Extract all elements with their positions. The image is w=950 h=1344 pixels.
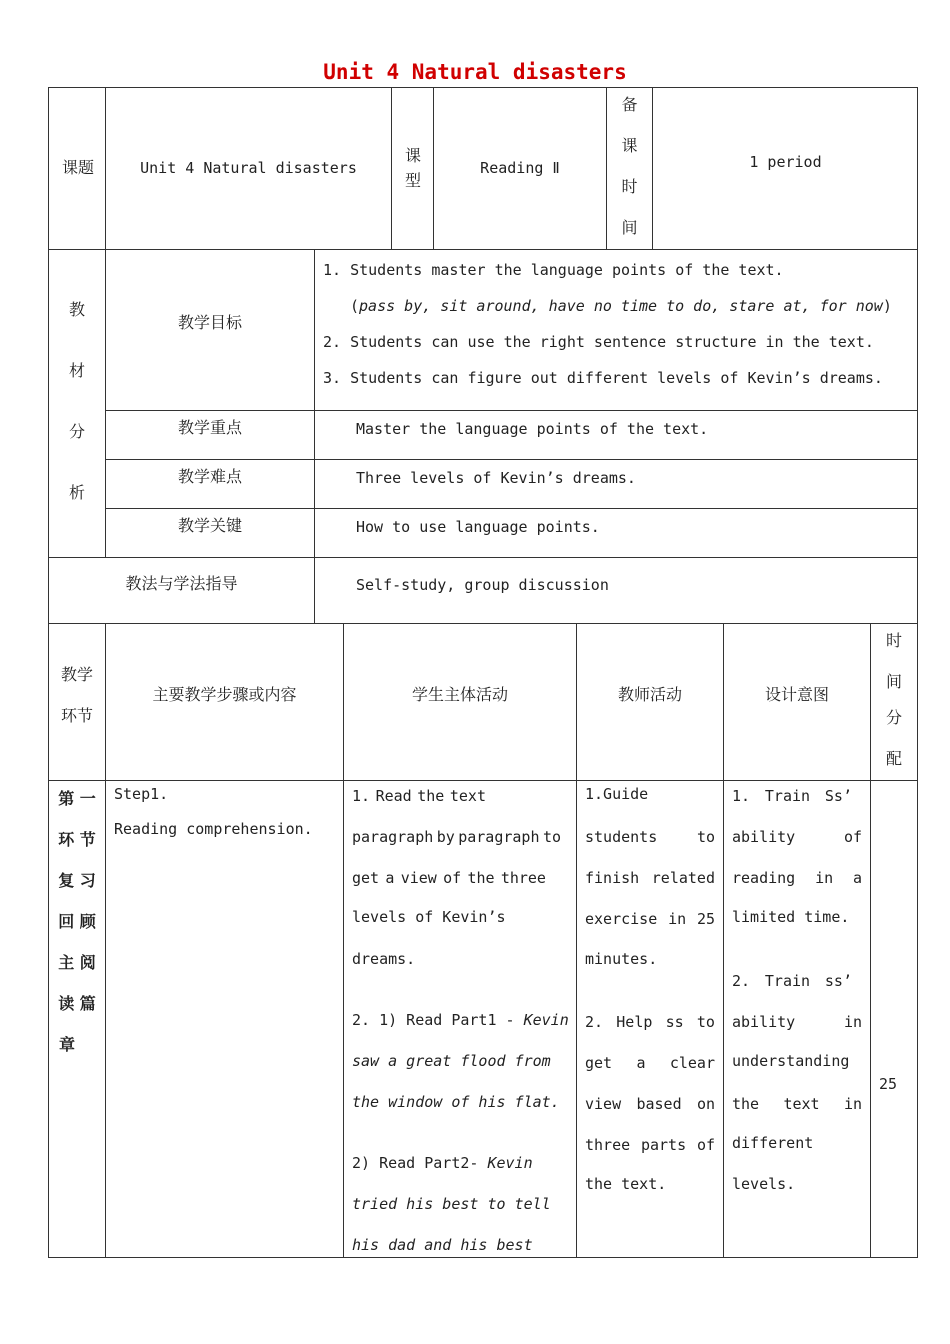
teacher-line-10: the text. (585, 1175, 667, 1193)
goal-3: 3. Students can figure out different levels of Kevin’s dreams. (323, 369, 883, 387)
student-line-8: the window of his flat. (352, 1093, 560, 1111)
teacher-line-5: minutes. (585, 950, 658, 968)
document-title: Unit 4 Natural disasters (323, 60, 627, 84)
analysis-side-label: 教 材 分 析 (68, 300, 85, 502)
design-line-2: ability of (732, 828, 862, 846)
step1-stage-label: 第 一 环 节 复 习 回 顾 主 阅 读 篇 章 (58, 789, 96, 1054)
student-line-10: tried his best to tell (352, 1195, 551, 1213)
design-intent-header: 设计意图 (764, 685, 829, 704)
student-activity-header: 学生主体活动 (411, 685, 508, 704)
key-label: 教学重点 (177, 418, 242, 437)
teacher-line-2: students to (585, 828, 715, 846)
teacher-line-7: get a clear (585, 1054, 715, 1072)
student-line-4: levels of Kevin’s (352, 908, 506, 926)
student-line-7: saw a great flood from (352, 1052, 551, 1070)
method-label: 教法与学法指导 (125, 574, 238, 593)
design-line-3: reading in a (732, 869, 862, 887)
design-line-9: different (732, 1134, 814, 1152)
step1-title: Step1. (114, 785, 169, 803)
main-steps-header: 主要教学步骤或内容 (152, 685, 297, 704)
teacher-line-1: 1.Guide (585, 785, 649, 803)
design-line-6: ability in (732, 1013, 862, 1031)
key-value: Master the language points of the text. (356, 420, 709, 438)
student-line-1: 1. Read the text (352, 787, 486, 805)
teacher-line-3: finish related (585, 869, 715, 887)
time-label: 备 课 时 间 (621, 95, 638, 237)
difficult-label: 教学难点 (177, 467, 242, 486)
design-line-5: 2. Train ss’ (732, 972, 852, 990)
teacher-line-8: view based on (585, 1095, 715, 1113)
time-value: 1 period (749, 153, 822, 171)
teacher-activity-header: 教师活动 (617, 685, 682, 704)
method-value: Self-study, group discussion (356, 576, 609, 594)
step1-time: 25 (879, 1075, 898, 1093)
student-line-2: paragraph by paragraph to (352, 828, 561, 846)
goal-1: 1. Students master the language points of the text. (323, 261, 784, 279)
type-value: Reading Ⅱ (480, 159, 560, 177)
student-line-9: 2) Read Part2- Kevin (352, 1154, 533, 1172)
stage-header-2: 环节 (60, 706, 93, 725)
teacher-line-4: exercise in 25 (585, 910, 715, 928)
design-line-7: understanding (732, 1052, 850, 1070)
type-label-2: 型 (405, 171, 422, 190)
step1-subtitle: Reading comprehension. (114, 820, 313, 838)
student-line-3: get a view of the three (352, 869, 546, 887)
goals-label: 教学目标 (177, 313, 242, 332)
student-line-6: 2. 1) Read Part1 - Kevin (352, 1011, 569, 1029)
student-line-11: his dad and his best (352, 1236, 533, 1254)
teacher-line-6: 2. Help ss to (585, 1013, 715, 1031)
stage-header-1: 教学 (60, 665, 93, 684)
goal-1-phrases: (pass by, sit around, have no time to do, stare at, for now) (350, 297, 892, 315)
design-line-1: 1. Train Ss’ (732, 787, 852, 805)
teacher-line-9: three parts of (585, 1136, 715, 1154)
design-line-8: the text in (732, 1095, 862, 1113)
design-line-4: limited time. (732, 908, 850, 926)
topic-label: 课题 (62, 158, 95, 177)
topic-value: Unit 4 Natural disasters (140, 159, 357, 177)
difficult-value: Three levels of Kevin’s dreams. (356, 469, 636, 487)
type-label-1: 课 (405, 146, 422, 165)
crux-label: 教学关键 (177, 516, 242, 535)
time-allocation-header: 时 间 分 配 (885, 631, 902, 768)
design-line-10: levels. (732, 1175, 796, 1193)
crux-value: How to use language points. (356, 518, 600, 536)
student-line-5: dreams. (352, 950, 416, 968)
goal-2: 2. Students can use the right sentence structure in the text. (323, 333, 874, 351)
